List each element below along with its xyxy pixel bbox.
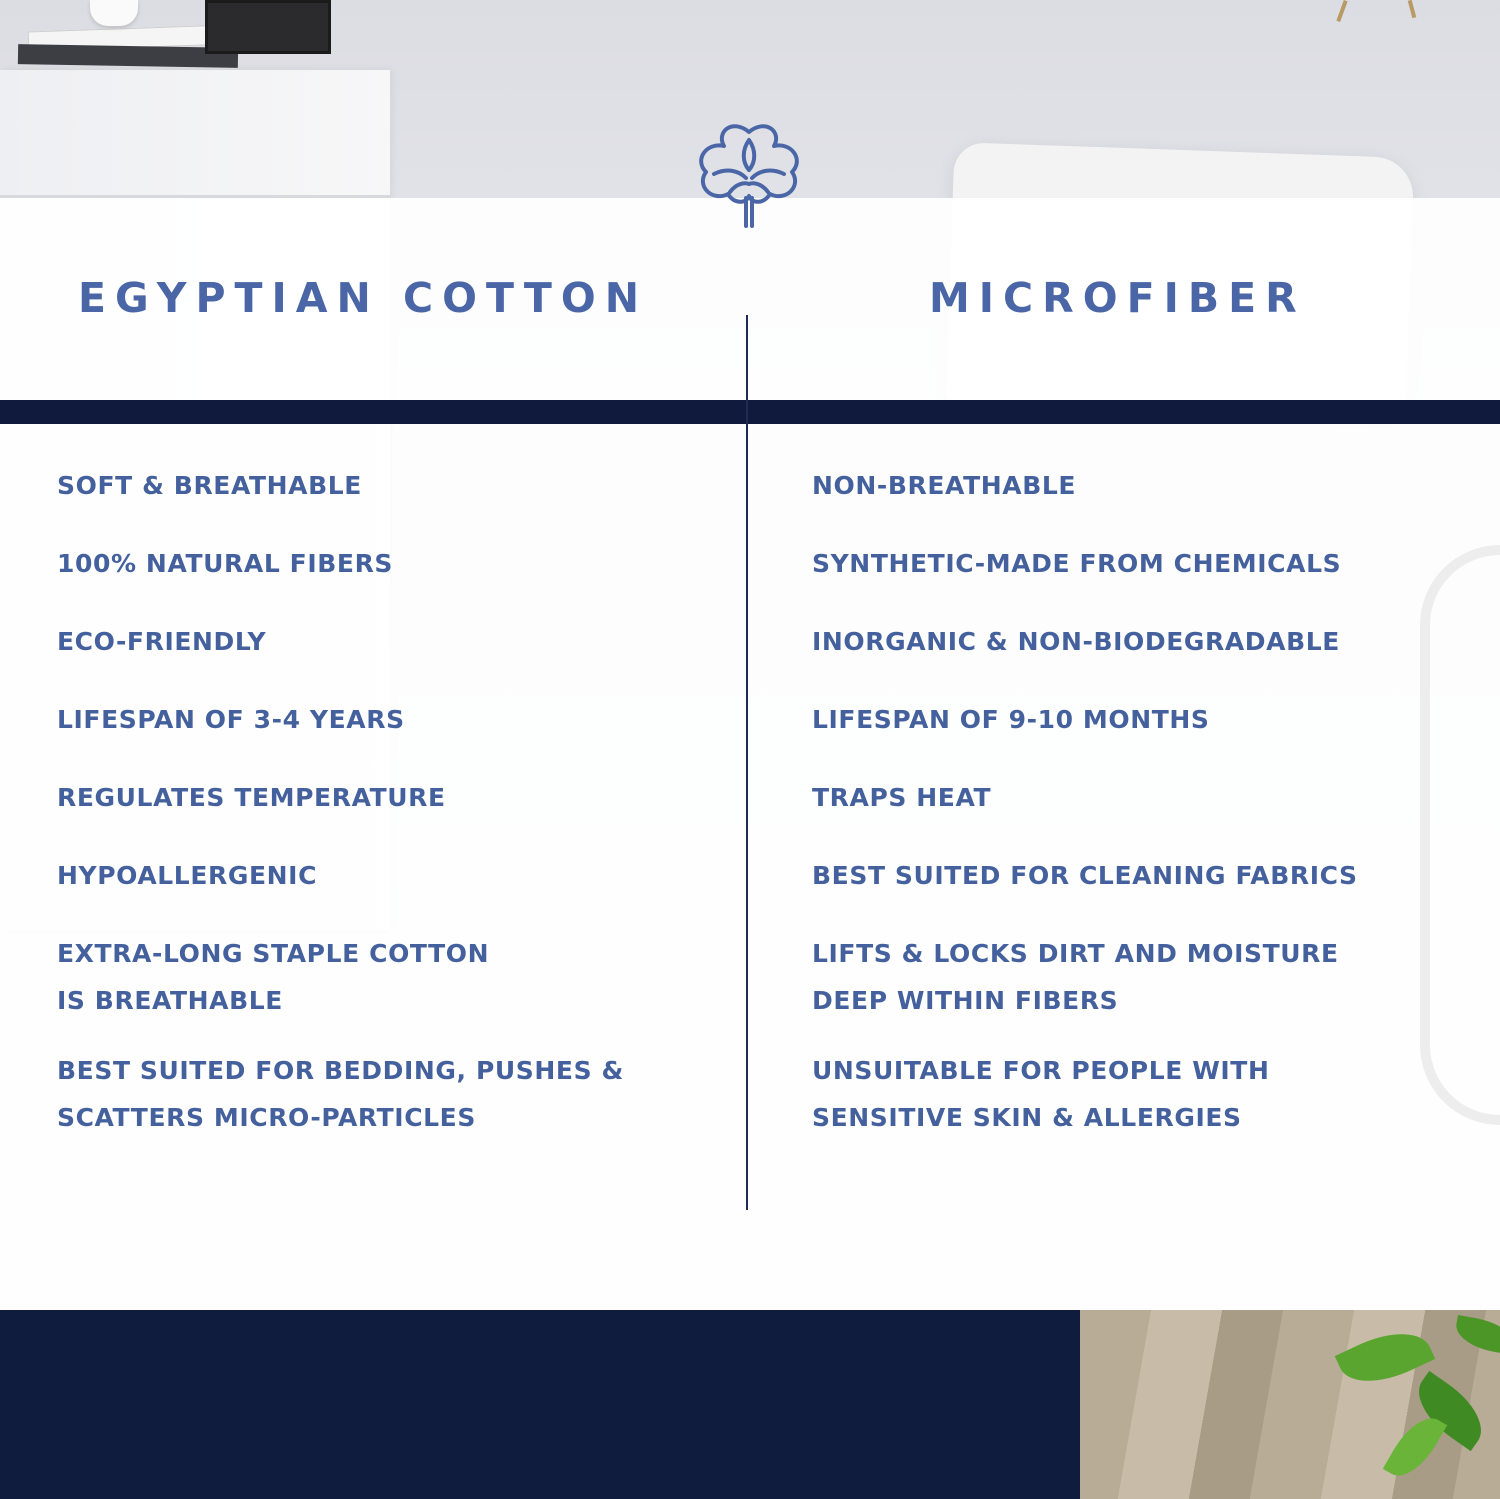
microfiber-feature-item [812, 540, 1472, 587]
microfiber-feature-line: NON-BREATHABLE [812, 471, 1077, 500]
microfiber-feature-line: UNSUITABLE FOR PEOPLE WITH [812, 1056, 1270, 1085]
egyptian-cotton-feature-line: HYPOALLERGENIC [57, 861, 318, 890]
microfiber-feature-line: LIFESPAN OF 9-10 MONTHS [812, 705, 1210, 734]
microfiber-feature-item [812, 462, 1472, 509]
egyptian-cotton-feature-line: REGULATES TEMPERATURE [57, 783, 446, 812]
egyptian-cotton-feature-item [57, 462, 727, 509]
egyptian-cotton-feature-line: SCATTERS MICRO-PARTICLES [57, 1103, 476, 1132]
microfiber-feature-line: SENSITIVE SKIN & ALLERGIES [812, 1103, 1242, 1132]
egyptian-cotton-feature-item [57, 618, 727, 665]
egyptian-cotton-feature-line: ECO-FRIENDLY [57, 627, 267, 656]
microfiber-feature-item [812, 618, 1472, 665]
egyptian-cotton-feature-item [57, 696, 727, 743]
cotton-boll-icon [690, 112, 808, 230]
microfiber-feature-line: SYNTHETIC-MADE FROM CHEMICALS [812, 549, 1342, 578]
egyptian-cotton-feature-item [57, 774, 727, 821]
egyptian-cotton-feature-line: BEST SUITED FOR BEDDING, PUSHES & [57, 1056, 624, 1085]
microfiber-feature-item [812, 852, 1472, 899]
egyptian-cotton-feature-item [57, 1047, 727, 1141]
egyptian-cotton-feature-item [57, 930, 727, 1024]
microfiber-feature-line: TRAPS HEAT [812, 783, 992, 812]
egyptian-cotton-feature-line: IS BREATHABLE [57, 986, 283, 1015]
microfiber-feature-line: LIFTS & LOCKS DIRT AND MOISTURE [812, 939, 1339, 968]
microfiber-feature-line: DEEP WITHIN FIBERS [812, 986, 1119, 1015]
microfiber-feature-item [812, 1047, 1472, 1141]
navy-blanket-band [0, 400, 1500, 424]
egyptian-cotton-feature-line: 100% NATURAL FIBERS [57, 549, 394, 578]
microfiber-feature-item [812, 930, 1472, 1024]
microfiber-feature-item [812, 696, 1472, 743]
egyptian-cotton-feature-line: SOFT & BREATHABLE [57, 471, 362, 500]
egyptian-cotton-heading: EGYPTIAN COTTON [78, 274, 649, 322]
microfiber-heading: MICROFIBER [929, 274, 1306, 322]
picture-frame [205, 0, 331, 54]
egyptian-cotton-feature-line: LIFESPAN OF 3-4 YEARS [57, 705, 405, 734]
microfiber-feature-line: BEST SUITED FOR CLEANING FABRICS [812, 861, 1358, 890]
egyptian-cotton-feature-item [57, 540, 727, 587]
microfiber-feature-line: INORGANIC & NON-BIODEGRADABLE [812, 627, 1340, 656]
egyptian-cotton-feature-line: EXTRA-LONG STAPLE COTTON [57, 939, 490, 968]
column-divider [746, 315, 748, 1210]
egyptian-cotton-feature-item [57, 852, 727, 899]
microfiber-feature-item [812, 774, 1472, 821]
cup [90, 0, 138, 26]
